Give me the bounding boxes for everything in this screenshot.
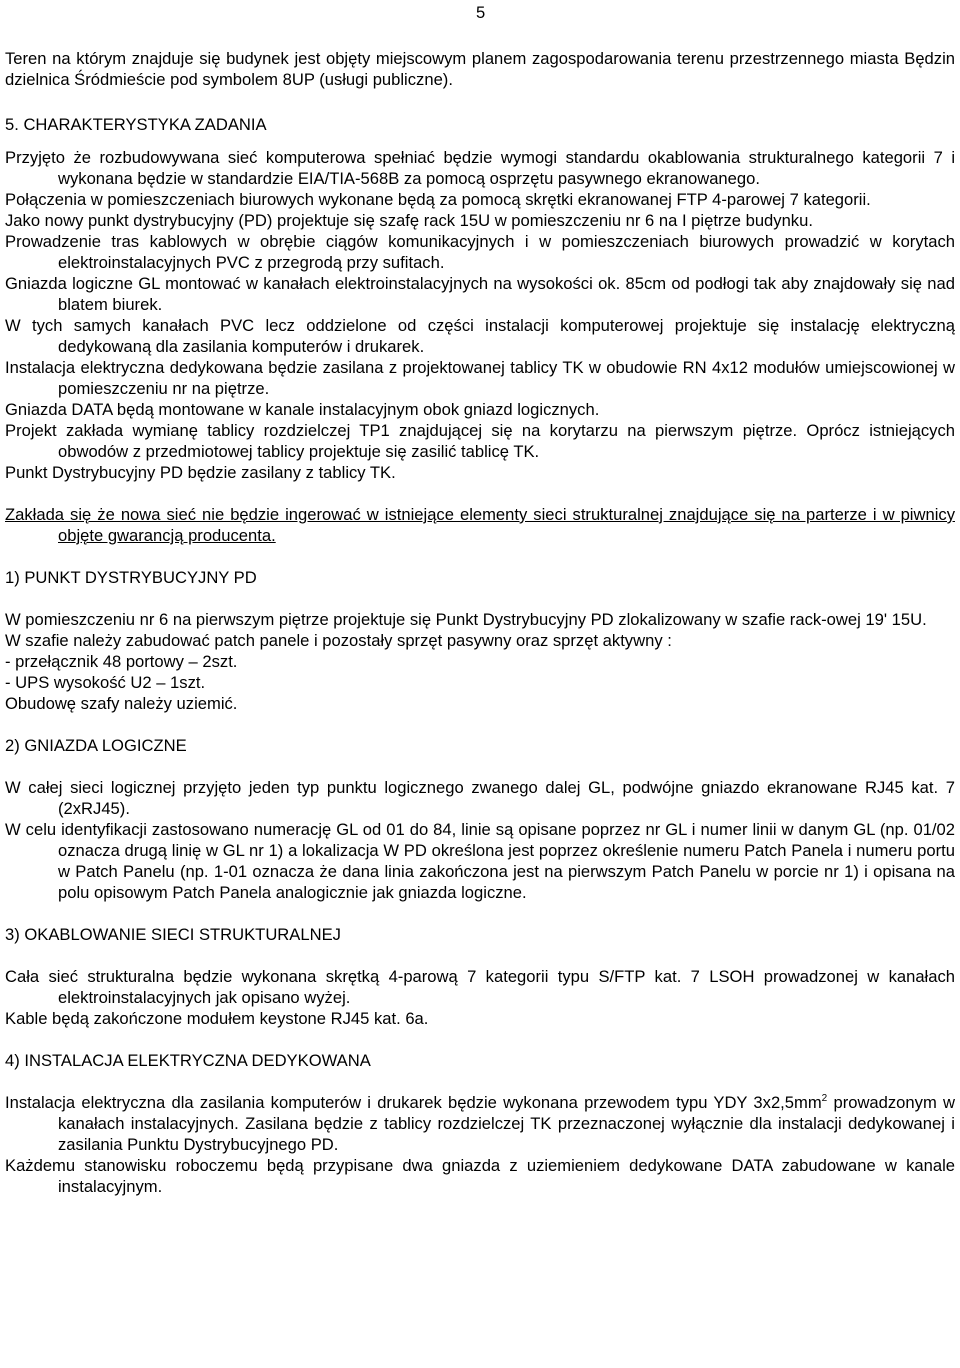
cable-spec-text: Instalacja elektryczna dla zasilania komputerów i drukarek będzie wykonana przewodem typu YDY 3x2,5mm [5,1093,822,1112]
subsection-1-paragraph: Obudowę szafy należy uziemić. [5,694,238,713]
section-5-paragraph: Punkt Dystrybucyjny PD będzie zasilany z tablicy TK. [5,463,396,482]
subsection-1-paragraph: W pomieszczeniu nr 6 na pierwszym piętrze projektuje się Punkt Dystrybucyjny PD zlokalizowany w szafie rack-owej 19' 15U. [5,610,927,629]
cable-spec-continuation: prowadzonym w kanałach instalacyjnych. Zasilana będzie z tablicy rozdzielczej TK przeznaczonej wyłącznie dla instalacji dedykowanej i zasilania Punktu Dystrybucyjnego PD. [58,1093,955,1154]
subsection-4-paragraph: Każdemu stanowisku roboczemu będą przypisane dwa gniazda z uziemieniem dedykowane DATA zabudowane w kanale instalacyjnym. [5,1156,955,1196]
subsection-2-title: 2) GNIAZDA LOGICZNE [5,736,187,755]
subsection-4-paragraph [5,1092,955,1155]
equipment-item: - UPS wysokość U2 – 1szt. [5,673,206,692]
section-5-paragraph: Połączenia w pomieszczeniach biurowych wykonane będą za pomocą skrętki ekranowanej FTP 4-parowej 7 kategorii. [5,190,871,209]
superscript: 2 [821,1093,828,1104]
section-5-title: 5. CHARAKTERYSTYKA ZADANIA [5,115,267,134]
subsection-3-title: 3) OKABLOWANIE SIECI STRUKTURALNEJ [5,925,341,944]
subsection-2-paragraph: W całej sieci logicznej przyjęto jeden typ punktu logicznego zwanego dalej GL, podwójne gniazdo ekranowane RJ45 kat. 7 (2xRJ45). [5,778,955,818]
subsection-4-title: 4) INSTALACJA ELEKTRYCZNA DEDYKOWANA [5,1051,371,1070]
section-5-paragraph: W tych samych kanałach PVC lecz oddzielone od części instalacji komputerowej projektuje się instalację elektryczną dedykowaną dla zasilania komputerów i drukarek. [5,316,955,356]
section-5-paragraph: Gniazda logiczne GL montować w kanałach elektroinstalacyjnych na wysokości ok. 85cm od podłogi tak aby znajdowały się nad blatem biurek. [5,274,955,314]
page-number: 5 [476,3,486,22]
intro-paragraph: Teren na którym znajduje się budynek jest objęty miejscowym planem zagospodarowania terenu przestrzennego miasta Będzin dzielnica Śródmieście pod symbolem 8UP (usługi publiczne). [5,49,955,89]
section-5-paragraph: Prowadzenie tras kablowych w obrębie ciągów komunikacyjnych i w pomieszczeniach biurowych prowadzić w korytach elektroinstalacyjnych PVC z przegrodą przy sufitach. [5,232,955,272]
subsection-1-title: 1) PUNKT DYSTRYBUCYJNY PD [5,568,257,587]
warranty-note: Zakłada się że nowa sieć nie będzie ingerować w istniejące elementy sieci strukturalnej znajdujące się na parterze i w piwnicy objęte gwarancją producenta. [5,505,955,545]
subsection-1-paragraph: W szafie należy zabudować patch panele i pozostały sprzęt pasywny oraz sprzęt aktywny : [5,631,672,650]
equipment-item: - przełącznik 48 portowy – 2szt. [5,652,238,671]
section-5-paragraph: Gniazda DATA będą montowane w kanale instalacyjnym obok gniazd logicznych. [5,400,600,419]
section-5-paragraph: Instalacja elektryczna dedykowana będzie zasilana z projektowanej tablicy TK w obudowie RN 4x12 modułów umiejscowionej w pomieszczeniu nr na piętrze. [5,358,955,398]
subsection-2-paragraph: W celu identyfikacji zastosowano numerację GL od 01 do 84, linie są opisane poprzez nr GL i numer linii w danym GL (np. 01/02 oznacza drugą linię w GL nr 1) a lokalizacja W PD określona jest poprzez określenie numeru Patch Panela i numeru portu w Patch Panelu (np. 1-01 oznacza że dana linia zakończona jest na pierwszym Patch Panelu w porcie nr 1) i opisana na polu opisowym Patch Panela analogicznie jak gniazda logiczne. [5,820,955,902]
document-body [5,48,955,1197]
subsection-3-paragraph: Kable będą zakończone modułem keystone RJ45 kat. 6a. [5,1009,429,1028]
section-5-paragraph: Projekt zakłada wymianę tablicy rozdzielczej TP1 znajdującej się na korytarzu na pierwszym piętrze. Oprócz istniejących obwodów z przedmiotowej tablicy projektuje się zasilić tablicę TK. [5,421,955,461]
section-5-paragraph: Jako nowy punkt dystrybucyjny (PD) projektuje się szafę rack 15U w pomieszczeniu nr 6 na I piętrze budynku. [5,211,813,230]
subsection-3-paragraph: Cała sieć strukturalna będzie wykonana skrętką 4-parową 7 kategorii typu S/FTP kat. 7 LSOH prowadzonej w kanałach elektroinstalacyjnych jak opisano wyżej. [5,967,955,1007]
section-5-paragraph: Przyjęto że rozbudowywana sieć komputerowa spełniać będzie wymogi standardu okablowania strukturalnego kategorii 7 i wykonana będzie w standardzie EIA/TIA-568B za pomocą osprzętu pasywnego ekranowanego. [5,148,955,188]
